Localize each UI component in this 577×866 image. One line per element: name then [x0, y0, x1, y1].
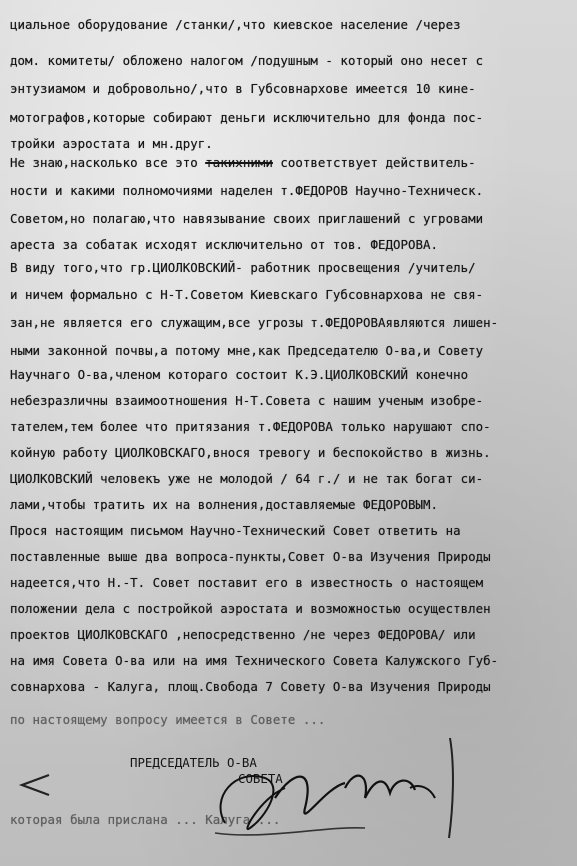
text-line: Научнаго О-ва,членом котораго состоит К.Э.ЦИОЛКОВСКИЙ конечно [10, 367, 469, 382]
text-line: дом. комитеты/ обложено налогом /подушным - который оно несет с [10, 53, 484, 68]
text-line: зан,не является его служащим,все угрозы т.ФЕДОРОВАявляются лишен- [10, 315, 499, 330]
text-line: ными законной почвы,а потому мне,как Председателю О-ва,и Совету [10, 343, 484, 358]
text-line: тателем,тем более что притязания т.ФЕДОРОВА только нарушают спо- [10, 419, 491, 434]
signatory-subtitle: СОВЕТА [238, 771, 283, 786]
struck-word: такихними [205, 155, 273, 170]
faint-text-line: по настоящему вопросу имеется в Совете ... [10, 712, 326, 727]
text-line: тройки аэростата и мн.друг. [10, 136, 213, 151]
text-line: ЦИОЛКОВСКИЙ человекъ уже не молодой / 64 г./ и не так богат си- [10, 471, 484, 486]
text-line: положении дела с постройкой аэростата и возможностью осуществлен [10, 601, 491, 616]
text-line: поставленные выше два вопроса-пункты,Совет О-ва Изучения Природы [10, 549, 491, 564]
text-line: ности и какими полномочиями наделен т.ФЕДОРОВ Научно-Техническ. [10, 183, 484, 198]
text-line: проектов ЦИОЛКОВСКАГО ,непосредственно /не через ФЕДОРОВА/ или [10, 627, 476, 642]
text-line: мотографов,которые собирают деньги исключительно для фонда пос- [10, 110, 484, 125]
text-line: небезразличны взаимоотношения Н-Т.Совета с нашим ученым изобре- [10, 393, 484, 408]
text-line: надеется,что Н.-Т. Совет поставит его в известность о настоящем [10, 575, 484, 590]
text-line: на имя Совета О-ва или на имя Технического Совета Калужского Губ- [10, 653, 499, 668]
handwritten-signature [205, 728, 465, 848]
text-segment: Не знаю,насколько все это [10, 155, 198, 170]
margin-arrow-mark [14, 770, 54, 800]
faint-text-line: которая была прислана ... Калуга ... [10, 812, 281, 827]
text-line: койную работу ЦИОЛКОВСКАГО,внося тревогу и беспокойство в жизнь. [10, 445, 491, 460]
text-line: и ничем формально с Н-Т.Советом Киевскаго Губсовнархова не свя- [10, 287, 484, 302]
text-line: В виду того,что гр.ЦИОЛКОВСКИЙ- работник просвещения /учитель/ [10, 260, 476, 275]
text-line: циальное оборудование /станки/,что киевское население /через [10, 17, 461, 32]
text-segment: соответствует действитель- [272, 155, 476, 170]
text-line: лами,чтобы тратить их на волнения,доставляемые ФЕДОРОВЫМ. [10, 497, 439, 512]
text-line: ареста за собатак исходят исключительно от тов. ФЕДОРОВА. [10, 237, 439, 252]
text-line: Прося настоящим письмом Научно-Технический Совет ответить на [10, 523, 461, 538]
text-line: Советом,но полагаю,что навязывание своих приглашений с угровами [10, 211, 484, 226]
text-line: совнархова - Калуга, площ.Свобода 7 Совету О-ва Изучения Природы [10, 679, 491, 694]
text-line-with-strike [10, 155, 577, 171]
signatory-title: ПРЕДСЕДАТЕЛЬ О-ВА [130, 755, 257, 770]
text-line: энтузиамом и добровольно/,что в Губсовнархове имеется 10 кине- [10, 81, 476, 96]
